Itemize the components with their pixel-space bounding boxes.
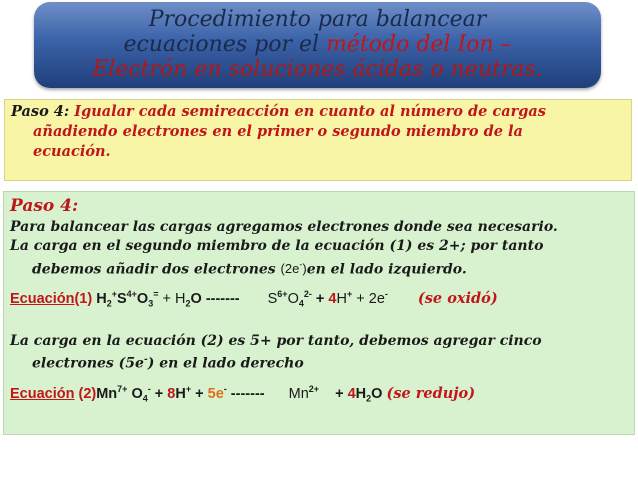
title-line-2a: ecuaciones por el [123,32,327,57]
electrons-5e-sup: - [143,355,148,366]
paragraph-3b [10,351,628,374]
eq1-o4-sub: 4 [298,299,304,310]
eq1-h-sub: 2 [106,299,112,310]
eq2-coef-4: 4 [347,385,356,402]
equation-2 [10,380,628,409]
eq2-h2-sub: 2 [366,393,372,404]
eq1-s6-sup: 6+ [277,289,288,300]
paragraph-1: Para balancear las cargas agregamos electrones donde sea necesario. [10,219,558,235]
eq1-hplus: H [336,291,347,308]
paragraph-2a: La carga en el segundo miembro de la ecuación (1) es 2+; por tanto [10,238,544,254]
paragraph-3b-text: electrones ( [32,355,126,372]
eq2-h: H [175,385,186,402]
eq1-s6: S [267,291,278,308]
eq1-o4-sup: 2- [303,289,312,300]
eq1-coef-4: 4 [328,291,337,308]
electrons-2e [281,261,307,276]
electrons-2e-text: (2e [280,261,300,277]
title-line-3: Electrón en soluciones ácidas o neutras. [92,57,543,82]
title-banner [34,2,601,88]
eq2-5e: 5e [207,385,224,402]
eq1-arrow: ------- [205,291,240,308]
eq1-note: (se oxidó) [417,290,498,308]
eq2-h-sup: + [185,383,192,394]
eq2-arrow: ------- [226,385,265,402]
eq1-s: S [116,291,127,308]
eq1-o4: O [287,291,299,308]
eq1-plus: + [311,291,329,308]
title-line-2 [34,32,601,57]
eq1-o-sub: 3 [148,299,154,310]
eq1-num: (1) [74,291,93,308]
electrons-2e-close: ) [302,261,307,277]
equation-1 [10,285,628,314]
eq1-2e: + 2e [352,291,385,308]
electrons-5e: 5e [125,355,144,372]
eq2-h2: H [355,385,367,402]
eq2-o-sub: 4 [142,393,148,404]
eq2-o-sup: - [147,383,151,394]
eq2-mn-sup: 7+ [117,383,128,394]
eq2-o: O [127,385,143,402]
title-line-2b: método del Ion – [326,32,512,57]
eq2-5e-sup: - [223,383,227,394]
eq1-h2o-o: O [190,291,206,308]
eq2-plus-2: + [191,385,208,402]
eq2-h2o: O [371,385,387,402]
step-text-2: añadiendo electrones en el primer o segundo miembro de la [33,123,523,140]
paragraph-2b-text: debemos añadir dos electrones [32,261,281,278]
paragraph-2b-tail: en el lado izquierdo. [306,261,467,278]
eq1-h2o-sub: 2 [185,299,191,310]
explanation-box [3,191,635,435]
eq2-coef-8: 8 [167,385,176,402]
paragraph-3a: La carga en la ecuación (2) es 5+ por tanto, debemos agregar cinco [10,333,542,350]
eq2-plus-1: + [150,385,168,402]
eq1-e-sup: - [384,289,388,300]
step-text-1: Igualar cada semireacción en cuanto al número de cargas [69,103,546,120]
eq2-plus-3: + [331,385,348,402]
eq1-label: Ecuación [10,291,75,308]
eq1-o: O [136,291,149,308]
eq2-label: Ecuación [10,385,75,402]
eq2-mn: Mn [96,385,118,402]
eq2-num: (2) [74,385,97,402]
paragraph-3b-tail: ) en el lado derecho [147,355,304,372]
step-text-3: ecuación. [33,143,111,160]
eq2-mn2: Mn [288,385,309,402]
step-line-1 [11,102,625,122]
eq1-h-sup: + [111,289,117,300]
paragraph-2b [10,256,628,279]
eq1-hplus-sup: + [346,289,353,300]
step-label: Paso 4: [11,103,70,120]
eq1-h: H [92,291,107,308]
eq1-o-sup: = [153,289,159,300]
eq1-h2o: + H [158,291,186,308]
main-heading: Paso 4: [10,196,79,216]
eq1-s-sup: 4+ [126,289,137,300]
electrons-2e-sup: - [299,260,303,270]
eq2-mn2-sup: 2+ [308,383,320,394]
title-line-1: Procedimiento para balancear [148,7,487,32]
step-summary-box [4,99,632,181]
eq2-note: (se redujo) [386,384,476,402]
